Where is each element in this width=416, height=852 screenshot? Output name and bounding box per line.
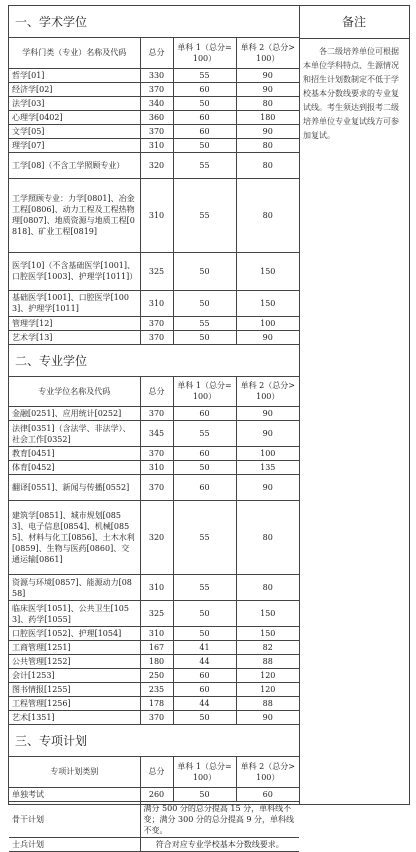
special-plan-table bbox=[9, 757, 299, 852]
table-row bbox=[9, 290, 299, 316]
remarks-text: 各二级培养单位可根据本单位学科特点、生源情况和招生计划数制定不低于学校基本分数线要求的专业复试线。考生须达到报考二级培养单位专业复试线方可参加复试。 bbox=[303, 47, 399, 140]
header-cell: 单科 2（总分>100） bbox=[236, 38, 299, 68]
total-score-cell: 370 bbox=[140, 316, 173, 330]
subject1-score-cell: 60 bbox=[173, 124, 236, 138]
subject2-score-cell: 150 bbox=[236, 252, 299, 290]
name-cell: 经济学[02] bbox=[9, 82, 140, 96]
subject1-score-cell: 50 bbox=[173, 627, 236, 641]
subject2-score-cell: 82 bbox=[236, 641, 299, 655]
table-row bbox=[9, 152, 299, 178]
subject1-score-cell: 55 bbox=[173, 152, 236, 178]
subject2-score-cell: 180 bbox=[236, 110, 299, 124]
name-cell: 工学[08]（不含工学照顾专业） bbox=[9, 152, 140, 178]
subject2-score-cell: 150 bbox=[236, 290, 299, 316]
subject1-score-cell: 41 bbox=[173, 641, 236, 655]
subject1-score-cell: 50 bbox=[173, 96, 236, 110]
subject2-score-cell: 60 bbox=[236, 787, 299, 801]
name-cell: 基础医学[1001]、口腔医学[1003]、护理学[1011] bbox=[9, 290, 140, 316]
total-score-cell: 325 bbox=[140, 601, 173, 627]
total-score-cell: 167 bbox=[140, 641, 173, 655]
table-row bbox=[9, 711, 299, 725]
table-row bbox=[9, 501, 299, 575]
table-row bbox=[9, 461, 299, 475]
subject1-score-cell: 55 bbox=[173, 501, 236, 575]
subject2-score-cell: 90 bbox=[236, 330, 299, 344]
name-cell: 金融[0251]、应用统计[0252] bbox=[9, 407, 140, 421]
header-cell: 单科 1（总分=100） bbox=[173, 757, 236, 787]
table-row bbox=[9, 124, 299, 138]
table-row bbox=[9, 601, 299, 627]
rule-cell: 满分 500 分的总分提高 15 分，单科线不变；满分 300 分的总分提高 9 分，单科线不变。 bbox=[140, 801, 299, 837]
subject1-score-cell: 60 bbox=[173, 110, 236, 124]
professional-degree-table bbox=[9, 377, 299, 726]
subject1-score-cell: 55 bbox=[173, 68, 236, 82]
subject1-score-cell: 55 bbox=[173, 178, 236, 252]
subject1-score-cell: 60 bbox=[173, 82, 236, 96]
total-score-cell: 260 bbox=[140, 787, 173, 801]
name-cell: 会计[1253] bbox=[9, 669, 140, 683]
table-header-row bbox=[9, 757, 299, 787]
table-row bbox=[9, 110, 299, 124]
total-score-cell: 370 bbox=[140, 475, 173, 501]
subject1-score-cell: 50 bbox=[173, 461, 236, 475]
table-row bbox=[9, 801, 299, 837]
subject1-score-cell: 60 bbox=[173, 683, 236, 697]
header-cell: 单科 1（总分=100） bbox=[173, 377, 236, 407]
subject2-score-cell: 80 bbox=[236, 152, 299, 178]
total-score-cell: 370 bbox=[140, 407, 173, 421]
name-cell: 哲学[01] bbox=[9, 68, 140, 82]
total-score-cell: 370 bbox=[140, 330, 173, 344]
table-row bbox=[9, 316, 299, 330]
section-professional-title: 二、专业学位 bbox=[9, 345, 299, 377]
rule-cell: 符合对应专业学校基本分数线要求。 bbox=[140, 837, 299, 851]
total-score-cell: 178 bbox=[140, 697, 173, 711]
header-cell: 单科 1（总分=100） bbox=[173, 38, 236, 68]
category-cell: 单独考试 bbox=[9, 787, 140, 801]
subject2-score-cell: 80 bbox=[236, 575, 299, 601]
subject2-score-cell: 90 bbox=[236, 407, 299, 421]
total-score-cell: 320 bbox=[140, 152, 173, 178]
total-score-cell: 180 bbox=[140, 655, 173, 669]
subject2-score-cell: 90 bbox=[236, 421, 299, 447]
subject2-score-cell: 90 bbox=[236, 711, 299, 725]
name-cell: 法学[03] bbox=[9, 96, 140, 110]
table-row bbox=[9, 138, 299, 152]
table-row bbox=[9, 447, 299, 461]
subject1-score-cell: 50 bbox=[173, 330, 236, 344]
name-cell: 口腔医学[1052]、护理[1054] bbox=[9, 627, 140, 641]
subject2-score-cell: 90 bbox=[236, 124, 299, 138]
name-cell: 资源与环境[0857]、能源动力[0858] bbox=[9, 575, 140, 601]
subject1-score-cell: 50 bbox=[173, 711, 236, 725]
table-header-row bbox=[9, 38, 299, 68]
table-row bbox=[9, 655, 299, 669]
total-score-cell: 325 bbox=[140, 252, 173, 290]
subject1-score-cell: 60 bbox=[173, 447, 236, 461]
subject1-score-cell: 55 bbox=[173, 575, 236, 601]
header-cell: 专项计划类别 bbox=[9, 757, 140, 787]
subject1-score-cell: 50 bbox=[173, 252, 236, 290]
name-cell: 翻译[0551]、新闻与传播[0552] bbox=[9, 475, 140, 501]
header-cell: 学科门类（专业）名称及代码 bbox=[9, 38, 140, 68]
table-row bbox=[9, 837, 299, 851]
name-cell: 心理学[0402] bbox=[9, 110, 140, 124]
section-academic-title: 一、学术学位 bbox=[9, 6, 299, 38]
remarks-title: 备注 bbox=[299, 6, 409, 39]
subject2-score-cell: 100 bbox=[236, 316, 299, 330]
remarks-column bbox=[299, 6, 409, 804]
total-score-cell: 340 bbox=[140, 96, 173, 110]
academic-degree-table bbox=[9, 38, 299, 345]
header-cell: 专业学位名称及代码 bbox=[9, 377, 140, 407]
header-cell: 单科 2（总分>100） bbox=[236, 757, 299, 787]
total-score-cell: 235 bbox=[140, 683, 173, 697]
name-cell: 理学[07] bbox=[9, 138, 140, 152]
name-cell: 工学照顾专业：力学[0801]、冶金工程[0806]、动力工程及工程热物理[0807]、地质资源与地质工程[0818]、矿业工程[0819] bbox=[9, 178, 140, 252]
total-score-cell: 310 bbox=[140, 290, 173, 316]
table-row bbox=[9, 641, 299, 655]
subject1-score-cell: 60 bbox=[173, 669, 236, 683]
subject2-score-cell: 150 bbox=[236, 627, 299, 641]
name-cell: 工商管理[1251] bbox=[9, 641, 140, 655]
subject2-score-cell: 80 bbox=[236, 96, 299, 110]
name-cell: 艺术学[13] bbox=[9, 330, 140, 344]
subject1-score-cell: 50 bbox=[173, 290, 236, 316]
table-row bbox=[9, 96, 299, 110]
header-cell: 总分 bbox=[140, 377, 173, 407]
subject1-score-cell: 50 bbox=[173, 787, 236, 801]
category-cell: 骨干计划 bbox=[9, 801, 140, 837]
table-header-row bbox=[9, 377, 299, 407]
name-cell: 临床医学[1051]、公共卫生[1053]、药学[1055] bbox=[9, 601, 140, 627]
name-cell: 图书情报[1255] bbox=[9, 683, 140, 697]
subject1-score-cell: 44 bbox=[173, 697, 236, 711]
total-score-cell: 310 bbox=[140, 627, 173, 641]
table-row bbox=[9, 68, 299, 82]
total-score-cell: 310 bbox=[140, 138, 173, 152]
subject1-score-cell: 44 bbox=[173, 655, 236, 669]
total-score-cell: 310 bbox=[140, 461, 173, 475]
header-cell: 总分 bbox=[140, 757, 173, 787]
table-row bbox=[9, 627, 299, 641]
name-cell: 公共管理[1252] bbox=[9, 655, 140, 669]
name-cell: 教育[0451] bbox=[9, 447, 140, 461]
subject2-score-cell: 80 bbox=[236, 138, 299, 152]
header-cell: 总分 bbox=[140, 38, 173, 68]
name-cell: 医学[10]（不含基础医学[1001]、口腔医学[1003]、护理学[1011]） bbox=[9, 252, 140, 290]
name-cell: 体育[0452] bbox=[9, 461, 140, 475]
total-score-cell: 310 bbox=[140, 178, 173, 252]
name-cell: 文学[05] bbox=[9, 124, 140, 138]
subject2-score-cell: 90 bbox=[236, 475, 299, 501]
table-row bbox=[9, 82, 299, 96]
name-cell: 工程管理[1256] bbox=[9, 697, 140, 711]
admission-score-table bbox=[8, 5, 410, 849]
table-row bbox=[9, 787, 299, 801]
name-cell: 建筑学[0851]、城市规划[0853]、电子信息[0854]、机械[0855]、材料与化工[0856]、土木水利[0859]、生物与医药[0860]、交通运输[0861] bbox=[9, 501, 140, 575]
subject2-score-cell: 88 bbox=[236, 655, 299, 669]
name-cell: 管理学[12] bbox=[9, 316, 140, 330]
subject1-score-cell: 50 bbox=[173, 138, 236, 152]
subject1-score-cell: 60 bbox=[173, 407, 236, 421]
table-row bbox=[9, 330, 299, 344]
total-score-cell: 250 bbox=[140, 669, 173, 683]
subject2-score-cell: 90 bbox=[236, 68, 299, 82]
subject2-score-cell: 88 bbox=[236, 697, 299, 711]
total-score-cell: 370 bbox=[140, 82, 173, 96]
table-row bbox=[9, 421, 299, 447]
subject1-score-cell: 55 bbox=[173, 421, 236, 447]
total-score-cell: 345 bbox=[140, 421, 173, 447]
header-cell: 单科 2（总分>100） bbox=[236, 377, 299, 407]
table-row bbox=[9, 575, 299, 601]
name-cell: 艺术[1351] bbox=[9, 711, 140, 725]
category-cell: 士兵计划 bbox=[9, 837, 140, 851]
section-special-plan-title: 三、专项计划 bbox=[9, 725, 299, 757]
subject2-score-cell: 80 bbox=[236, 501, 299, 575]
subject1-score-cell: 50 bbox=[173, 601, 236, 627]
table-row bbox=[9, 683, 299, 697]
table-row bbox=[9, 669, 299, 683]
total-score-cell: 360 bbox=[140, 110, 173, 124]
table-row bbox=[9, 178, 299, 252]
name-cell: 法律[0351]（含法学、非法学）、社会工作[0352] bbox=[9, 421, 140, 447]
total-score-cell: 370 bbox=[140, 124, 173, 138]
table-row bbox=[9, 407, 299, 421]
total-score-cell: 320 bbox=[140, 501, 173, 575]
table-row bbox=[9, 252, 299, 290]
subject1-score-cell: 60 bbox=[173, 475, 236, 501]
subject2-score-cell: 120 bbox=[236, 683, 299, 697]
total-score-cell: 330 bbox=[140, 68, 173, 82]
subject2-score-cell: 100 bbox=[236, 447, 299, 461]
subject2-score-cell: 90 bbox=[236, 82, 299, 96]
total-score-cell: 370 bbox=[140, 711, 173, 725]
subject2-score-cell: 80 bbox=[236, 178, 299, 252]
subject1-score-cell: 55 bbox=[173, 316, 236, 330]
table-row bbox=[9, 697, 299, 711]
table-row bbox=[9, 475, 299, 501]
total-score-cell: 370 bbox=[140, 447, 173, 461]
total-score-cell: 310 bbox=[140, 575, 173, 601]
subject2-score-cell: 150 bbox=[236, 601, 299, 627]
score-tables bbox=[9, 6, 300, 849]
subject2-score-cell: 120 bbox=[236, 669, 299, 683]
subject2-score-cell: 135 bbox=[236, 461, 299, 475]
